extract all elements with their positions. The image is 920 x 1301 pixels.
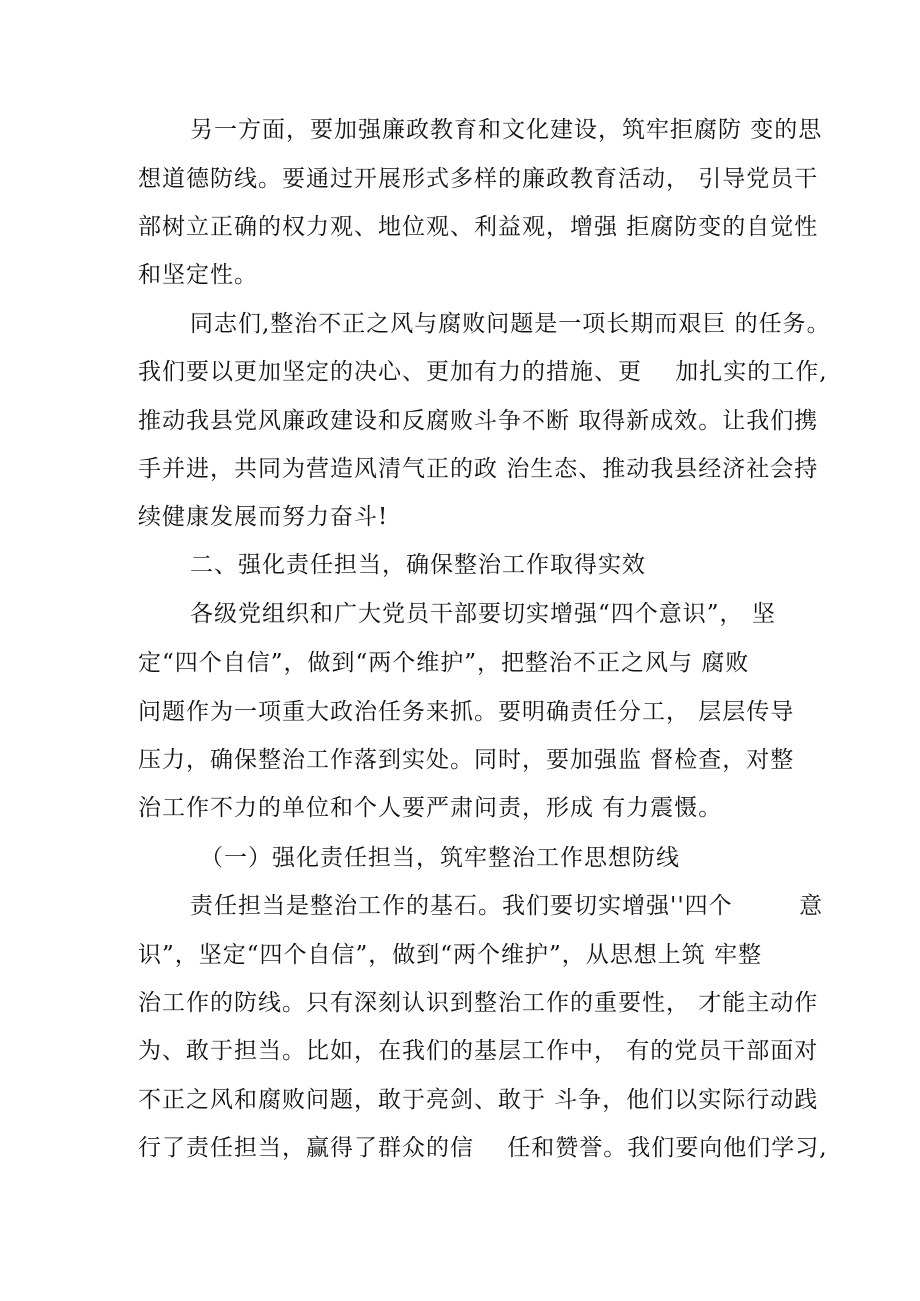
- paragraph-line: 治工作的防线。只有深刻认识到整治工作的重要性， 才能主动作: [138, 990, 819, 1016]
- paragraph-line: 想道德防线。要通过开展形式多样的廉政教育活动， 引导党员干: [138, 166, 819, 192]
- paragraph-line: 压力，确保整治工作落到实处。同时，要加强监 督检查，对整: [138, 747, 795, 773]
- paragraph-line: 另一方面，要加强廉政教育和文化建设，筑牢拒腐防 变的思: [190, 117, 823, 143]
- section-heading: 二、强化责任担当，确保整治工作取得实效: [190, 552, 646, 578]
- paragraph-line: 和坚定性。: [138, 262, 258, 288]
- paragraph-line: 续健康发展而努力奋斗!: [138, 504, 389, 530]
- paragraph-line: 问题作为一项重大政治任务来抓。要明确责任分工， 层层传导: [138, 699, 795, 725]
- paragraph-line: 不正之风和腐败问题，敢于亮剑、敢于 斗争，他们以实际行动践: [138, 1087, 819, 1113]
- paragraph-line: 治工作不力的单位和个人要严肃问责，形成 有力震慑。: [138, 795, 723, 821]
- paragraph-line: 部树立正确的权力观、地位观、利益观，增强 拒腐防变的自觉性: [138, 214, 819, 240]
- paragraph-line: 为、敢于担当。比如，在我们的基层工作中， 有的党员干部面对: [138, 1038, 819, 1064]
- paragraph-line: 定“四个自信”，做到“两个维护”，把整治不正之风与 腐败: [138, 650, 750, 676]
- paragraph-line: 识”，坚定“四个自信”，做到“两个维护”，从思想上筑 牢整: [138, 942, 763, 968]
- paragraph-line: 同志们,整治不正之风与腐败问题是一项长期而艰巨 的任务。: [190, 311, 831, 337]
- paragraph-line: 我们要以更加坚定的决心、更加有力的措施、更 加扎实的工作,: [138, 359, 828, 385]
- paragraph-line: 手并进，共同为营造风清气正的政 治生态、推动我县经济社会持: [138, 456, 819, 482]
- paragraph-line: 责任担当是整治工作的基石。我们要切实增强''四个 意: [190, 893, 824, 919]
- paragraph-line: 各级党组织和广大党员干部要切实增强“四个意识”， 坚: [190, 601, 776, 627]
- subsection-heading: （一）强化责任担当，筑牢整治工作思想防线: [200, 845, 680, 871]
- paragraph-line: 行了责任担当，赢得了群众的信 任和赞誉。我们要向他们学习,: [138, 1135, 828, 1161]
- paragraph-line: 推动我县党风廉政建设和反腐败斗争不断 取得新成效。让我们携: [138, 408, 819, 434]
